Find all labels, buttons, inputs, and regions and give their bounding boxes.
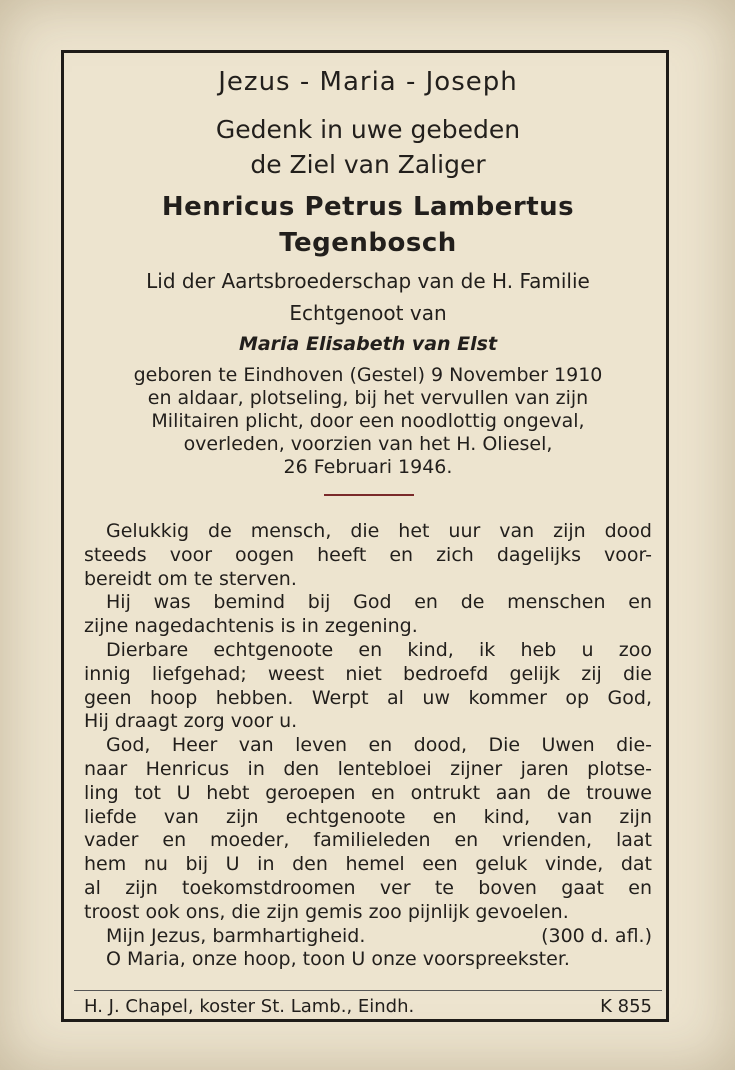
paragraph-line: vader en moeder, familieleden en vrienden, laat bbox=[84, 829, 652, 852]
invocation: Jezus - Maria - Joseph bbox=[218, 67, 518, 97]
paragraph-line: ling tot U hebt geroepen en ontrukt aan de trouwe bbox=[84, 781, 652, 804]
paragraph-line: geen hoop hebben. Werpt al uw kommer op God, bbox=[84, 686, 652, 709]
card-code: K 855 bbox=[600, 996, 652, 1017]
indulgence-note: (300 d. afl.) bbox=[541, 924, 652, 947]
ejaculation-text: Mijn Jezus, barmhartigheid. bbox=[106, 924, 366, 947]
paragraph-line: innig liefgehad; weest niet bedroefd gelijk zij die bbox=[84, 662, 652, 685]
footer bbox=[84, 996, 652, 1017]
bio-date-line: 26 Februari 1946. bbox=[283, 456, 453, 478]
final-prayer: O Maria, onze hoop, toon U onze voorspreekster. bbox=[106, 948, 570, 971]
bio-line: overleden, voorzien van het H. Oliesel, bbox=[183, 433, 553, 455]
membership-line: Lid der Aartsbroederschap van de H. Familie bbox=[146, 269, 590, 293]
deceased-name-line-1: Henricus Petrus Lambertus bbox=[161, 192, 575, 222]
bio-line: Militairen plicht, door een noodlottig ongeval, bbox=[151, 410, 585, 432]
paragraph-line: Hij was bemind bij God en de menschen en bbox=[106, 591, 652, 614]
spouse-intro: Echtgenoot van bbox=[289, 301, 447, 325]
prayer-text bbox=[84, 520, 652, 972]
paragraph-line: hem nu bij U in den hemel een geluk vinde, dat bbox=[84, 853, 652, 876]
paragraph-line: steeds voor oogen heeft en zich dagelijks voor- bbox=[84, 543, 652, 566]
paragraph-line: zijne nagedachtenis is in zegening. bbox=[84, 615, 418, 638]
footer-rule bbox=[74, 990, 662, 991]
paragraph-line: troost ook ons, die zijn gemis zoo pijnlijk gevoelen. bbox=[84, 900, 569, 923]
paragraph-line: al zijn toekomstdroomen ver te boven gaat en bbox=[84, 876, 652, 899]
paragraph-line: bereidt om te sterven. bbox=[84, 567, 297, 590]
paragraph-line: liefde van zijn echtgenoote en kind, van zijn bbox=[84, 805, 652, 828]
card-border bbox=[61, 50, 669, 1022]
bio-line: geboren te Eindhoven (Gestel) 9 November 1910 bbox=[133, 364, 603, 386]
deceased-surname: Tegenbosch bbox=[279, 228, 457, 258]
ejaculation-row bbox=[84, 925, 652, 949]
paragraph-line: Dierbare echtgenoote en kind, ik heb u zoo bbox=[106, 638, 652, 661]
paragraph-line: naar Henricus in den lentebloei zijner jaren plotse- bbox=[84, 757, 652, 780]
remembrance-line-2: de Ziel van Zaliger bbox=[250, 150, 486, 179]
remembrance-line-1: Gedenk in uwe gebeden bbox=[215, 115, 521, 144]
paragraph-line: Gelukkig de mensch, die het uur van zijn dood bbox=[106, 520, 652, 542]
printer-credit: H. J. Chapel, koster St. Lamb., Eindh. bbox=[84, 996, 415, 1017]
bio-line: en aldaar, plotseling, bij het vervullen van zijn bbox=[147, 387, 589, 409]
spouse-name: Maria Elisabeth van Elst bbox=[238, 333, 498, 355]
paragraph-line: Hij draagt zorg voor u. bbox=[84, 710, 298, 733]
divider-rule bbox=[324, 494, 414, 496]
paragraph-line: God, Heer van leven en dood, Die Uwen die- bbox=[106, 734, 652, 757]
